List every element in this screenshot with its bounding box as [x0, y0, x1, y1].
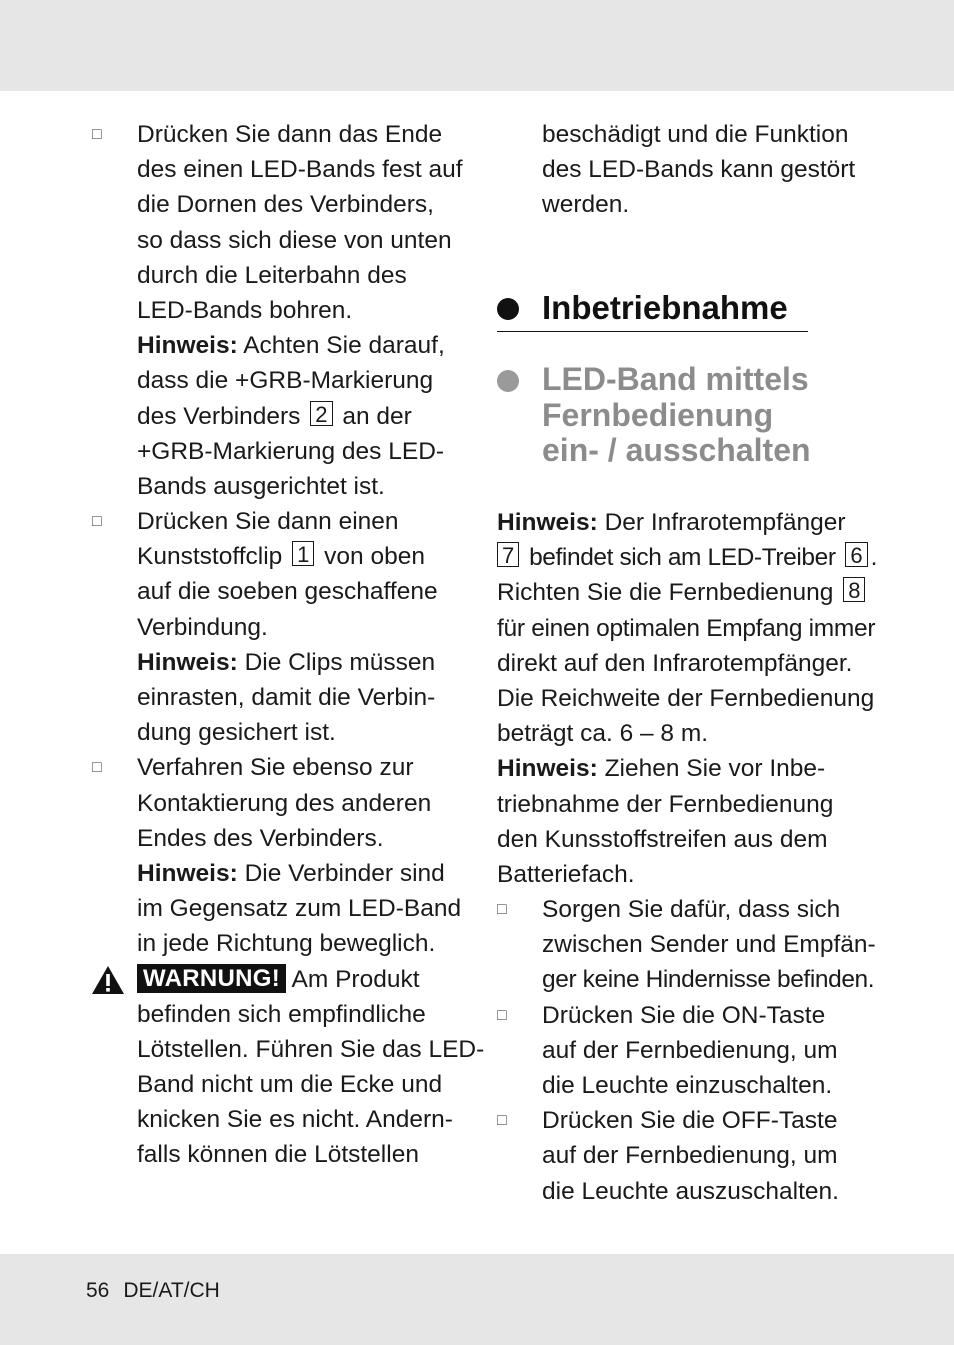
- text-line: Der Infrarotempfänger: [604, 509, 846, 536]
- text-line: Achten Sie darauf,: [243, 332, 445, 360]
- text-line: befinden sich empfindliche: [137, 1000, 426, 1028]
- text-line: durch die Leiterbahn des: [137, 261, 407, 289]
- text-line: dung gesichert ist.: [137, 719, 336, 747]
- text-line: von oben: [324, 543, 425, 571]
- note-label: Hinweis:: [137, 648, 238, 676]
- text-line: direkt auf den Infrarotempfänger.: [497, 649, 853, 677]
- text-line: zwischen Sender und Empfän-: [542, 931, 876, 959]
- note-label: Hinweis:: [137, 859, 238, 887]
- text-line: auf die soeben geschaffene: [137, 578, 438, 606]
- heading-underline: [497, 331, 808, 332]
- text-line: Lötstellen. Führen Sie das LED-: [137, 1035, 485, 1063]
- text-line: triebnahme der Fernbedienung: [497, 790, 834, 818]
- text-line: Drücken Sie dann das Ende: [137, 121, 443, 148]
- note-label: Hinweis:: [137, 332, 238, 360]
- text-line: Drücken Sie die ON-Taste: [542, 1001, 826, 1029]
- text-line: Sorgen Sie dafür, dass sich: [542, 896, 841, 923]
- text-line: +GRB-Markierung des LED-: [137, 437, 445, 465]
- heading-line: LED-Band mittels: [542, 361, 809, 397]
- part-reference: 8: [843, 577, 865, 602]
- heading-line: ein- / ausschalten: [542, 432, 811, 468]
- text-line: Drücken Sie dann einen: [137, 508, 399, 536]
- text-line: des einen LED-Bands fest auf: [137, 156, 463, 184]
- bullet-icon: □: [497, 1112, 507, 1130]
- top-band: [0, 0, 954, 91]
- text-line: des Verbinders: [137, 402, 301, 430]
- text-line: LED-Bands bohren.: [137, 296, 353, 324]
- right-continuation: [542, 117, 872, 223]
- text-line: ger keine Hindernisse befinden.: [542, 966, 875, 994]
- text-line: Richten Sie die Fernbedienung: [497, 579, 834, 607]
- text-line: Band nicht um die Ecke und: [137, 1071, 443, 1099]
- page-number: 56: [86, 1279, 110, 1302]
- bullet-icon: □: [497, 1006, 507, 1024]
- text-line: auf der Fernbedienung, um: [542, 1036, 838, 1064]
- text-line: einrasten, damit die Verbin-: [137, 684, 436, 711]
- text-line: die Leuchte auszuschalten.: [542, 1177, 839, 1205]
- note-label: Hinweis:: [497, 755, 598, 783]
- text-line: auf der Fernbedienung, um: [542, 1142, 838, 1170]
- note-label: Hinweis:: [497, 509, 598, 536]
- text-line: falls können die Lötstellen: [137, 1141, 419, 1169]
- right-body: [497, 505, 878, 892]
- text-line: Kontaktierung des anderen: [137, 789, 432, 817]
- text-line: knicken Sie es nicht. Andern-: [137, 1106, 453, 1134]
- text-line: Drücken Sie die OFF-Taste: [542, 1107, 838, 1135]
- text-line: so dass sich diese von unten: [137, 226, 452, 254]
- text-line: des LED-Bands kann gestört: [542, 156, 856, 184]
- text-line: Endes des Verbinders.: [137, 824, 384, 852]
- heading-bullet-icon: [497, 298, 519, 320]
- bullet-icon: □: [92, 126, 102, 143]
- text-line: .: [870, 544, 878, 572]
- heading-bullet-icon: [497, 370, 519, 392]
- heading-text: Inbetriebnahme: [542, 289, 788, 326]
- part-reference: 1: [292, 541, 314, 566]
- text-line: Die Clips müssen: [244, 648, 436, 676]
- warning-triangle-icon: [91, 965, 125, 995]
- part-reference: 2: [310, 401, 332, 426]
- text-line: Verbindung.: [137, 613, 268, 641]
- text-line: die Leuchte einzuschalten.: [542, 1071, 833, 1099]
- text-line: Bands ausgerichtet ist.: [137, 472, 385, 500]
- part-reference: 7: [497, 542, 519, 567]
- text-line: Die Reichweite der Fernbedienung: [497, 684, 875, 712]
- text-line: im Gegensatz zum LED-Band: [137, 895, 462, 923]
- left-column: [92, 117, 485, 1173]
- bullet-icon: □: [92, 513, 102, 531]
- text-line: beschädigt und die Funktion: [542, 121, 849, 148]
- page-footer: [86, 1278, 220, 1304]
- text-line: Die Verbinder sind: [244, 859, 445, 887]
- text-line: Am Produkt: [291, 965, 420, 993]
- text-line: in jede Richtung beweglich.: [137, 930, 436, 958]
- text-line: dass die +GRB-Markierung: [137, 367, 434, 395]
- right-steps: [497, 892, 876, 1209]
- text-line: werden.: [542, 191, 630, 219]
- heading-line: Fernbedienung: [542, 396, 774, 433]
- text-line: befindet sich am LED-Treiber: [529, 544, 836, 572]
- bullet-icon: □: [497, 901, 507, 918]
- locale-label: DE/AT/CH: [123, 1279, 220, 1302]
- part-reference: 6: [845, 542, 867, 567]
- text-line: Ziehen Sie vor Inbe-: [604, 755, 826, 783]
- text-line: Verfahren Sie ebenso zur: [137, 754, 414, 782]
- warning-label: WARNUNG!: [137, 964, 286, 993]
- text-line: für einen optimalen Empfang immer: [497, 614, 876, 642]
- text-line: beträgt ca. 6 – 8 m.: [497, 720, 709, 748]
- text-line: die Dornen des Verbinders,: [137, 191, 434, 219]
- text-line: den Kunsstoffstreifen aus dem: [497, 825, 828, 853]
- text-line: an der: [342, 402, 412, 430]
- text-line: Kunststoffclip: [137, 543, 283, 571]
- bullet-icon: □: [92, 759, 102, 777]
- text-line: Batteriefach.: [497, 860, 635, 888]
